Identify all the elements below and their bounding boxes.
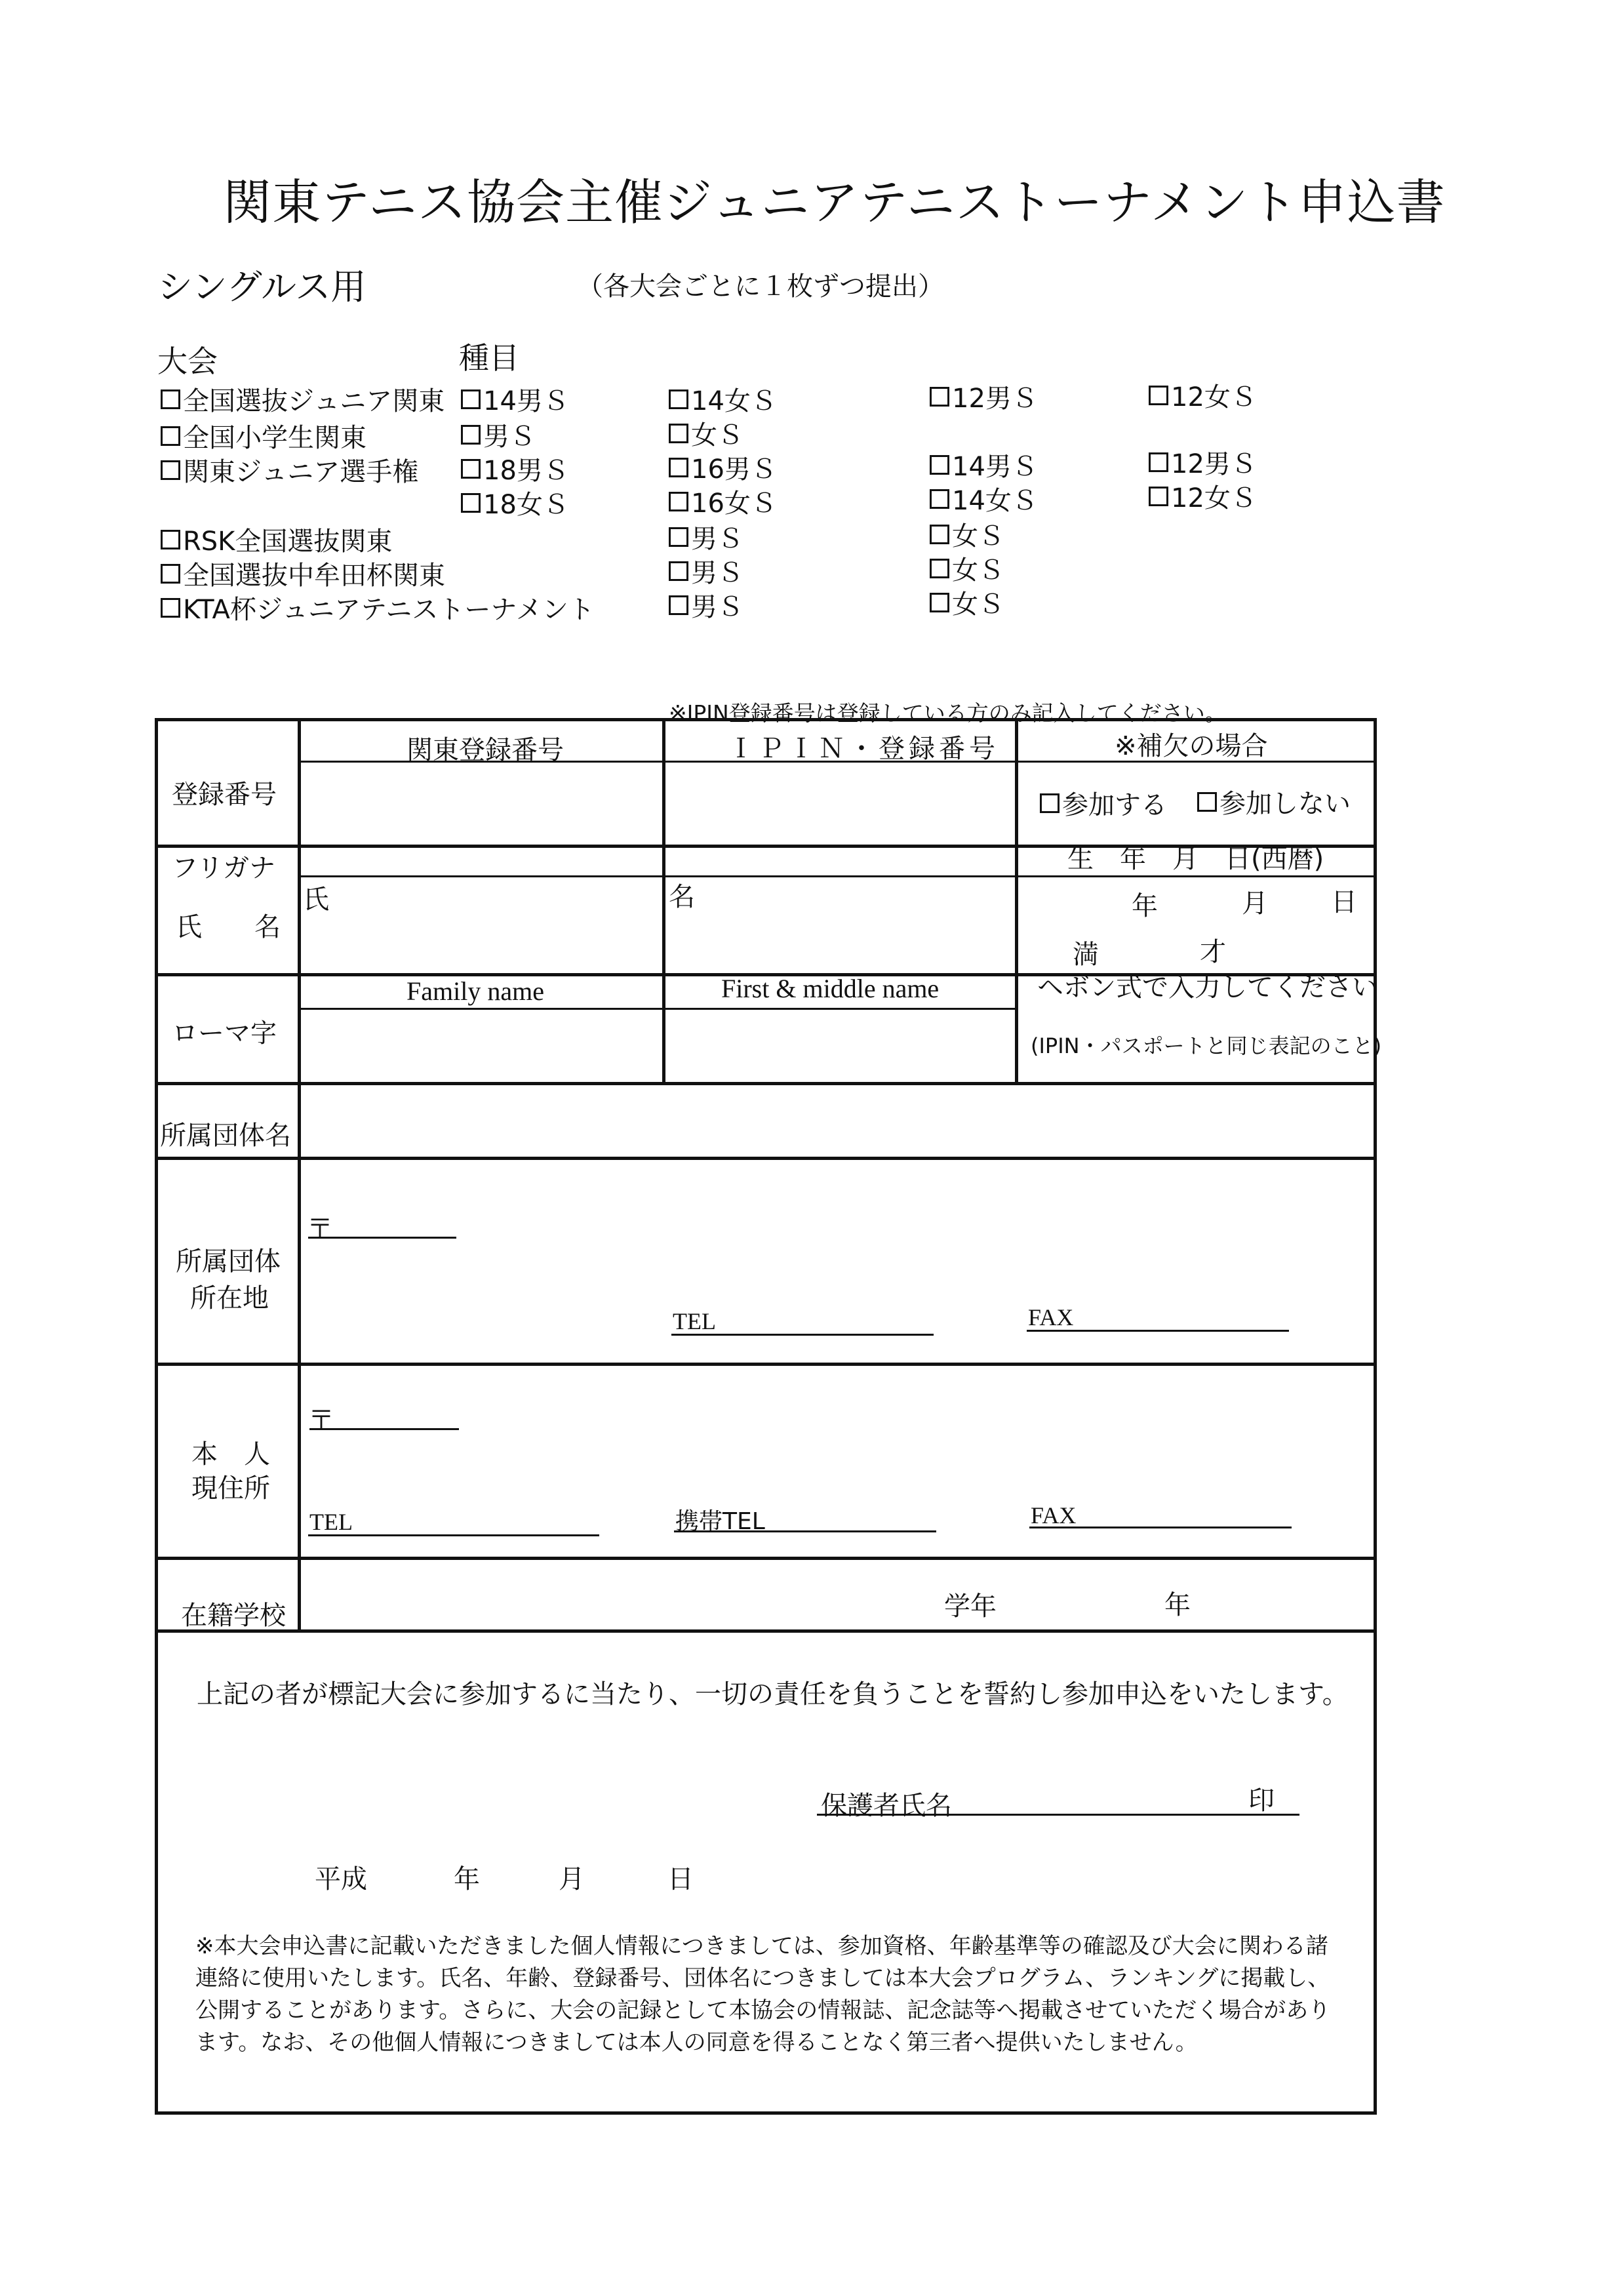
checkbox-icon[interactable]	[669, 424, 688, 443]
seal-label: 印	[1248, 1786, 1275, 1816]
tournament-heading: 大会	[157, 344, 218, 379]
form-subtitle: シングルス用	[157, 266, 366, 308]
hepburn-note: ヘボン式で入力してください	[1037, 972, 1378, 1003]
event-option[interactable]	[669, 552, 743, 589]
event-label: 12男Ｓ	[1171, 449, 1257, 479]
date-month-label: 月	[559, 1864, 585, 1894]
guardian-signature-line	[817, 1814, 1299, 1816]
event-option[interactable]	[930, 378, 1038, 415]
tournament-option[interactable]	[161, 521, 392, 558]
event-label: 男Ｓ	[483, 422, 536, 452]
birthdate-header: 生 年 月 日(西暦)	[1067, 844, 1324, 874]
home-fax-label: FAX	[1031, 1502, 1077, 1528]
tournament-option[interactable]	[161, 451, 418, 489]
not-participate-option[interactable]	[1197, 783, 1351, 820]
furigana-given-field[interactable]	[666, 847, 1012, 873]
event-option[interactable]	[461, 380, 569, 418]
kanto-reg-field[interactable]	[302, 765, 659, 842]
home-postal-mark: 〒	[308, 1405, 334, 1435]
club-address-field[interactable]	[303, 1170, 1372, 1353]
event-option[interactable]	[669, 586, 743, 624]
furigana-underline	[298, 875, 1377, 877]
event-label: 男Ｓ	[691, 592, 743, 622]
checkbox-icon[interactable]	[669, 527, 688, 547]
club-name-label: 所属団体名	[160, 1121, 291, 1151]
first-middle-name-header: First & middle name	[721, 974, 940, 1003]
event-option[interactable]	[930, 584, 1004, 621]
passport-note: (IPIN・パスポートと同じ表記のこと)	[1031, 1033, 1382, 1058]
event-option[interactable]	[930, 549, 1004, 587]
school-label: 在籍学校	[181, 1601, 286, 1631]
event-label: 12男Ｓ	[952, 384, 1038, 414]
club-address-label-1: 所属団体	[176, 1247, 281, 1277]
home-tel-label: TEL	[309, 1509, 353, 1535]
tournament-label: 全国選抜中牟田杯関東	[183, 561, 445, 591]
family-name-header: Family name	[406, 976, 544, 1006]
event-option[interactable]	[1149, 477, 1257, 515]
event-label: 18女Ｓ	[483, 490, 569, 520]
ipin-reg-field[interactable]	[666, 765, 1012, 842]
romaji-first-field[interactable]	[666, 1012, 1012, 1079]
checkbox-icon[interactable]	[930, 387, 949, 407]
registration-number-label: 登録番号	[172, 780, 277, 810]
event-label: 女Ｓ	[691, 420, 743, 450]
event-label: 女Ｓ	[952, 521, 1004, 551]
given-name-field[interactable]	[666, 880, 1012, 970]
tournament-option[interactable]	[161, 380, 445, 418]
era-label: 平成	[315, 1864, 367, 1894]
event-label: 男Ｓ	[691, 524, 743, 554]
checkbox-icon[interactable]	[669, 595, 688, 615]
checkbox-icon[interactable]	[1197, 792, 1217, 812]
event-option[interactable]	[930, 480, 1038, 517]
checkbox-icon[interactable]	[161, 598, 180, 618]
furigana-label: フリガナ	[172, 853, 275, 883]
row-divider	[155, 1363, 1377, 1366]
checkbox-icon[interactable]	[161, 426, 180, 446]
checkbox-icon[interactable]	[461, 459, 481, 479]
ipin-reg-header: ＩＰＩＮ・登録番号	[728, 734, 999, 763]
birth-month-label: 月	[1242, 888, 1268, 919]
guardian-name-field[interactable]	[964, 1777, 1239, 1812]
event-label: 12女Ｓ	[1171, 382, 1257, 412]
checkbox-icon[interactable]	[930, 525, 949, 544]
club-fax-label: FAX	[1028, 1304, 1074, 1330]
club-name-field[interactable]	[303, 1086, 1372, 1154]
romaji-header-underline	[298, 1008, 1015, 1010]
event-label: 女Ｓ	[952, 555, 1004, 586]
event-option[interactable]	[461, 416, 536, 453]
tournament-label: KTA杯ジュニアテニストーナメント	[183, 595, 595, 625]
tournament-label: 全国小学生関東	[183, 423, 366, 453]
date-day-label: 日	[667, 1864, 694, 1894]
checkbox-icon[interactable]	[161, 564, 180, 584]
checkbox-icon[interactable]	[161, 389, 180, 409]
column-divider	[1015, 718, 1018, 1082]
grade-label: 学年	[944, 1591, 997, 1622]
home-address-field[interactable]	[303, 1368, 1372, 1553]
checkbox-icon[interactable]	[669, 492, 688, 511]
given-kanji-label: 名	[669, 882, 695, 912]
checkbox-icon[interactable]	[669, 561, 688, 581]
alternate-header: ※補欠の場合	[1115, 731, 1268, 761]
birth-year-label: 年	[1132, 891, 1158, 921]
event-label: 18男Ｓ	[483, 456, 569, 486]
submission-note: （各大会ごとに１枚ずつ提出）	[577, 271, 944, 302]
checkbox-icon[interactable]	[161, 530, 180, 549]
birth-day-label: 日	[1331, 887, 1357, 917]
ipin-note: ※IPIN登録番号は登録している方のみ記入してください。	[669, 700, 1227, 726]
event-heading: 種目	[459, 340, 519, 376]
romaji-label: ローマ字	[172, 1018, 277, 1048]
tournament-label: 関東ジュニア選手権	[183, 457, 419, 487]
checkbox-icon[interactable]	[1040, 793, 1060, 813]
not-participate-label: 参加しない	[1219, 789, 1351, 819]
checkbox-icon[interactable]	[461, 389, 481, 409]
event-label: 14男Ｓ	[483, 386, 569, 416]
label-column-divider	[298, 718, 301, 1629]
checkbox-icon[interactable]	[930, 455, 949, 475]
furigana-family-field[interactable]	[302, 847, 659, 873]
event-option[interactable]	[1149, 443, 1257, 481]
participate-option[interactable]	[1040, 784, 1167, 822]
tournament-option[interactable]	[161, 589, 595, 626]
checkbox-icon[interactable]	[930, 559, 949, 578]
event-option[interactable]	[930, 446, 1038, 483]
event-label: 14男Ｓ	[952, 452, 1038, 482]
tournament-option[interactable]	[161, 555, 445, 592]
club-tel-label: TEL	[673, 1308, 716, 1334]
event-label: 16男Ｓ	[691, 454, 777, 485]
name-label: 氏 名	[176, 912, 281, 942]
event-option[interactable]	[669, 518, 743, 555]
row-divider	[155, 1557, 1377, 1560]
family-kanji-label: 氏	[303, 885, 329, 915]
checkbox-icon[interactable]	[669, 389, 688, 409]
event-option[interactable]	[461, 484, 569, 521]
tournament-label: RSK全国選抜関東	[183, 527, 393, 557]
row-divider	[155, 1629, 1377, 1633]
event-option[interactable]	[669, 449, 777, 486]
checkbox-icon[interactable]	[1149, 452, 1168, 472]
age-full-label: 満	[1073, 940, 1099, 970]
mobile-tel-label: 携帯TEL	[675, 1508, 765, 1535]
event-option[interactable]	[461, 450, 569, 487]
checkbox-icon[interactable]	[461, 493, 481, 513]
checkbox-icon[interactable]	[161, 460, 180, 480]
event-option[interactable]	[669, 380, 777, 418]
age-unit-label: 才	[1200, 937, 1226, 967]
row-divider	[155, 1082, 1377, 1085]
checkbox-icon[interactable]	[930, 489, 949, 509]
checkbox-icon[interactable]	[930, 593, 949, 612]
club-address-label-2: 所在地	[190, 1283, 269, 1313]
checkbox-icon[interactable]	[461, 425, 481, 445]
event-option[interactable]	[930, 515, 1004, 553]
event-label: 16女Ｓ	[691, 489, 777, 519]
family-name-field[interactable]	[302, 880, 659, 970]
checkbox-icon[interactable]	[1149, 487, 1168, 506]
home-label-2: 現住所	[191, 1473, 270, 1504]
romaji-family-field[interactable]	[302, 1012, 659, 1079]
event-label: 14女Ｓ	[691, 386, 777, 416]
checkbox-icon[interactable]	[1149, 386, 1168, 405]
form-title: 関東テニス協会主催ジュニアテニストーナメント申込書	[223, 174, 1446, 231]
event-option[interactable]	[669, 414, 743, 452]
event-option[interactable]	[1149, 376, 1257, 414]
tournament-label: 全国選抜ジュニア関東	[183, 386, 445, 416]
column-divider	[662, 718, 665, 1082]
grade-unit-label: 年	[1164, 1590, 1191, 1620]
guardian-name-label: 保護者氏名	[821, 1791, 952, 1821]
checkbox-icon[interactable]	[669, 458, 688, 477]
club-postal-mark: 〒	[307, 1214, 333, 1244]
pledge-text: 上記の者が標記大会に参加するに当たり、一切の責任を負うことを誓約し参加申込をいたします。	[197, 1679, 1349, 1709]
school-field[interactable]	[303, 1562, 932, 1626]
home-label-1: 本 人	[191, 1439, 270, 1469]
event-label: 12女Ｓ	[1171, 483, 1257, 513]
event-option[interactable]	[669, 483, 777, 520]
tournament-option[interactable]	[161, 417, 366, 454]
event-label: 男Ｓ	[691, 558, 743, 588]
participate-label: 参加する	[1062, 790, 1167, 820]
row-divider	[155, 1157, 1377, 1160]
kanto-reg-header: 関東登録番号	[406, 735, 564, 765]
event-label: 女Ｓ	[952, 589, 1004, 620]
date-year-label: 年	[454, 1864, 480, 1894]
event-label: 14女Ｓ	[952, 486, 1038, 516]
privacy-notice: ※本大会申込書に記載いただきました個人情報につきましては、参加資格、年齢基準等の確認及び大会に関わる諸連絡に使用いたします。氏名、年齢、登録番号、団体名につきましては本大会プログラム、ランキングに掲載し、公開することがあります。さらに、大会の記録として本協会の情報誌、記念誌等へ掲載させていただく場合があります。なお、その他個人情報につきましては本人の同意を得ることなく第三者へ提供いたしません。	[195, 1933, 1331, 2056]
